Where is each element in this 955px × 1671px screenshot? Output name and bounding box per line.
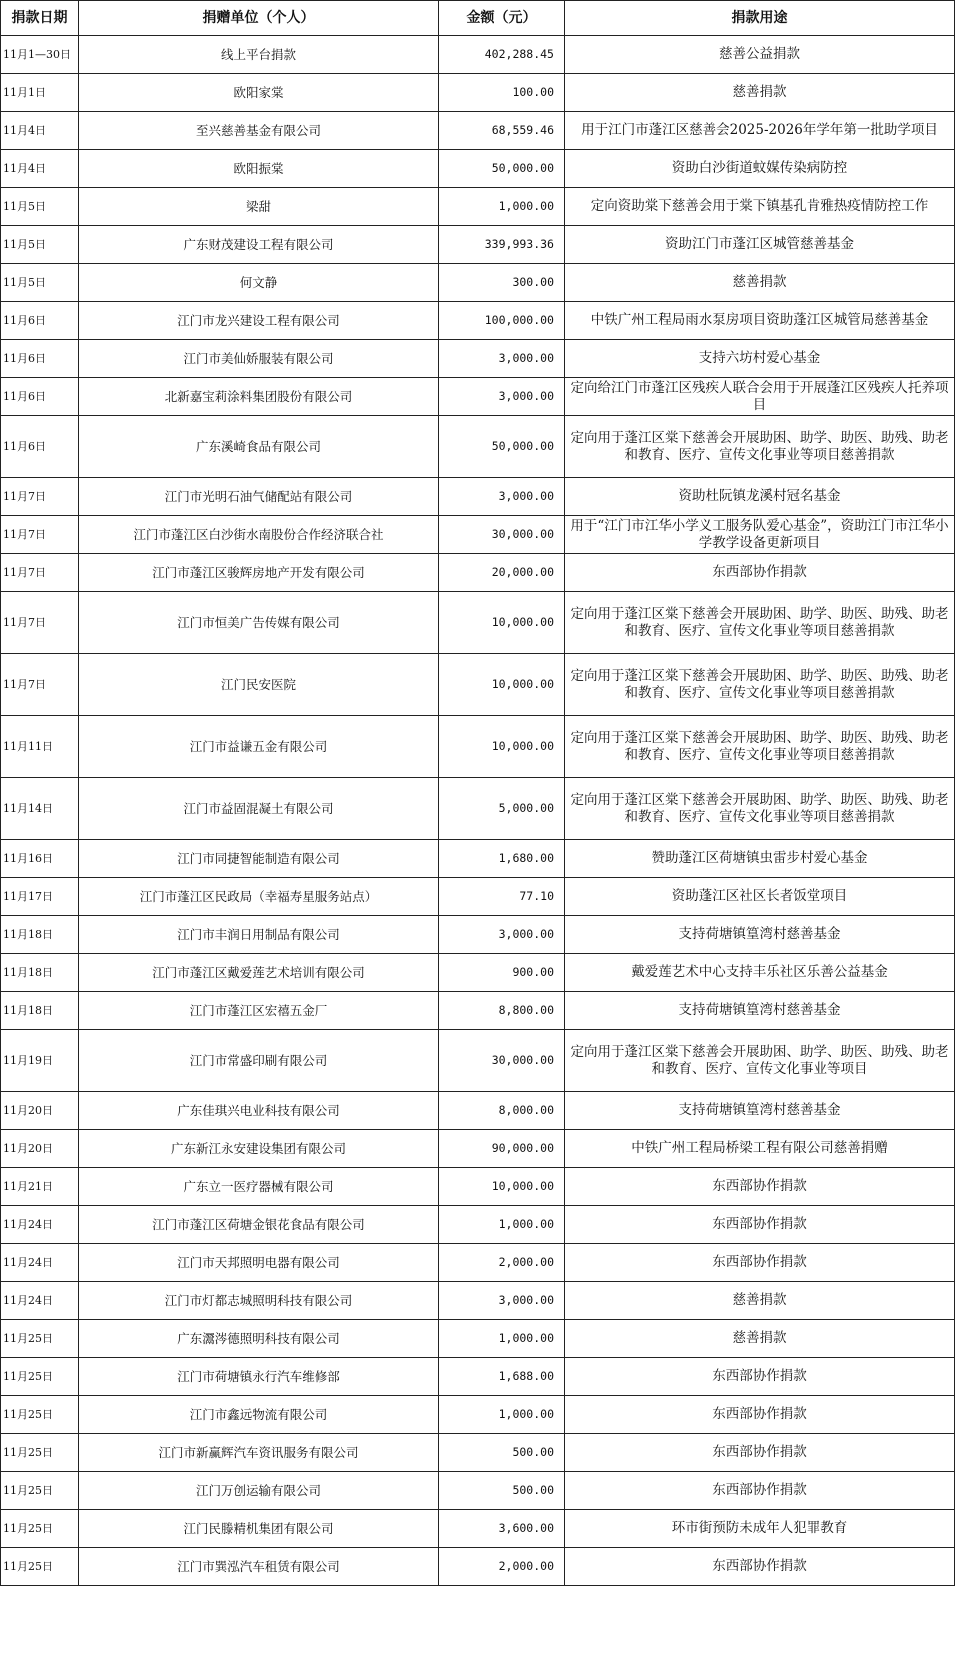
cell-date: 11月25日 [1, 1510, 79, 1548]
table-row [1, 916, 955, 954]
header-row [1, 1, 955, 36]
cell-donor: 梁甜 [79, 188, 439, 226]
table-row [1, 1030, 955, 1092]
cell-amount: 10,000.00 [439, 716, 565, 778]
cell-amount: 8,000.00 [439, 1092, 565, 1130]
cell-donor: 江门市恒美广告传媒有限公司 [79, 592, 439, 654]
cell-purpose: 定向用于蓬江区棠下慈善会开展助困、助学、助医、助残、助老和教育、医疗、宣传文化事业等项目慈善捐款 [565, 654, 955, 716]
cell-purpose: 支持荷塘镇篁湾村慈善基金 [565, 1092, 955, 1130]
cell-donor: 江门市鑫远物流有限公司 [79, 1396, 439, 1434]
table-body [1, 36, 955, 1586]
cell-amount: 3,600.00 [439, 1510, 565, 1548]
table-row [1, 1510, 955, 1548]
cell-date: 11月6日 [1, 416, 79, 478]
cell-donor: 江门市蓬江区白沙街水南股份合作经济联合社 [79, 516, 439, 554]
cell-donor: 江门市蓬江区骏辉房地产开发有限公司 [79, 554, 439, 592]
table-row [1, 1358, 955, 1396]
cell-amount: 100,000.00 [439, 302, 565, 340]
cell-amount: 30,000.00 [439, 516, 565, 554]
cell-amount: 1,000.00 [439, 1320, 565, 1358]
cell-purpose: 东西部协作捐款 [565, 1472, 955, 1510]
cell-purpose: 中铁广州工程局雨水泵房项目资助蓬江区城管局慈善基金 [565, 302, 955, 340]
cell-date: 11月25日 [1, 1320, 79, 1358]
cell-donor: 江门市光明石油气储配站有限公司 [79, 478, 439, 516]
cell-amount: 500.00 [439, 1472, 565, 1510]
cell-donor: 广东财茂建设工程有限公司 [79, 226, 439, 264]
cell-date: 11月6日 [1, 302, 79, 340]
cell-date: 11月4日 [1, 112, 79, 150]
cell-amount: 50,000.00 [439, 416, 565, 478]
table-row [1, 1472, 955, 1510]
cell-amount: 30,000.00 [439, 1030, 565, 1092]
table-row [1, 150, 955, 188]
table-row [1, 416, 955, 478]
cell-purpose: 东西部协作捐款 [565, 1434, 955, 1472]
cell-donor: 江门市灯都志城照明科技有限公司 [79, 1282, 439, 1320]
cell-purpose: 支持六坊村爱心基金 [565, 340, 955, 378]
cell-donor: 欧阳振棠 [79, 150, 439, 188]
cell-purpose: 慈善捐款 [565, 1282, 955, 1320]
cell-donor: 江门市蓬江区民政局（幸福寿星服务站点） [79, 878, 439, 916]
cell-date: 11月18日 [1, 954, 79, 992]
cell-purpose: 资助白沙街道蚊媒传染病防控 [565, 150, 955, 188]
table-row [1, 992, 955, 1030]
cell-donor: 江门市益固混凝土有限公司 [79, 778, 439, 840]
table-row [1, 1168, 955, 1206]
cell-purpose: 慈善捐款 [565, 264, 955, 302]
cell-date: 11月4日 [1, 150, 79, 188]
cell-amount: 8,800.00 [439, 992, 565, 1030]
cell-donor: 江门市天邦照明电器有限公司 [79, 1244, 439, 1282]
table-row [1, 592, 955, 654]
table-row [1, 878, 955, 916]
cell-amount: 402,288.45 [439, 36, 565, 74]
cell-purpose: 用于“江门市江华小学义工服务队爱心基金”，资助江门市江华小学教学设备更新项目 [565, 516, 955, 554]
cell-donor: 至兴慈善基金有限公司 [79, 112, 439, 150]
cell-amount: 3,000.00 [439, 478, 565, 516]
cell-date: 11月14日 [1, 778, 79, 840]
cell-amount: 900.00 [439, 954, 565, 992]
cell-purpose: 东西部协作捐款 [565, 1168, 955, 1206]
cell-date: 11月5日 [1, 264, 79, 302]
table-row [1, 1130, 955, 1168]
cell-donor: 江门市龙兴建设工程有限公司 [79, 302, 439, 340]
cell-purpose: 中铁广州工程局桥梁工程有限公司慈善捐赠 [565, 1130, 955, 1168]
cell-date: 11月24日 [1, 1282, 79, 1320]
cell-purpose: 资助蓬江区社区长者饭堂项目 [565, 878, 955, 916]
header-donor: 捐赠单位（个人） [79, 1, 439, 36]
cell-donor: 江门市蓬江区戴爱莲艺术培训有限公司 [79, 954, 439, 992]
table-row [1, 1092, 955, 1130]
cell-date: 11月20日 [1, 1092, 79, 1130]
cell-date: 11月25日 [1, 1396, 79, 1434]
cell-donor: 江门民安医院 [79, 654, 439, 716]
cell-purpose: 定向资助棠下慈善会用于棠下镇基孔肯雅热疫情防控工作 [565, 188, 955, 226]
cell-amount: 300.00 [439, 264, 565, 302]
cell-amount: 10,000.00 [439, 1168, 565, 1206]
cell-date: 11月7日 [1, 478, 79, 516]
cell-purpose: 东西部协作捐款 [565, 1358, 955, 1396]
cell-purpose: 慈善捐款 [565, 74, 955, 112]
cell-purpose: 定向用于蓬江区棠下慈善会开展助困、助学、助医、助残、助老和教育、医疗、宣传文化事业等项目慈善捐款 [565, 778, 955, 840]
cell-donor: 江门民滕精机集团有限公司 [79, 1510, 439, 1548]
table-row [1, 478, 955, 516]
cell-date: 11月16日 [1, 840, 79, 878]
cell-date: 11月18日 [1, 916, 79, 954]
cell-purpose: 东西部协作捐款 [565, 1548, 955, 1586]
cell-date: 11月21日 [1, 1168, 79, 1206]
cell-date: 11月25日 [1, 1358, 79, 1396]
cell-purpose: 环市街预防未成年人犯罪教育 [565, 1510, 955, 1548]
table-row [1, 264, 955, 302]
cell-donor: 江门市巽泓汽车租赁有限公司 [79, 1548, 439, 1586]
cell-donor: 何文静 [79, 264, 439, 302]
cell-donor: 线上平台捐款 [79, 36, 439, 74]
cell-date: 11月7日 [1, 554, 79, 592]
table-row [1, 554, 955, 592]
header-amount: 金额（元） [439, 1, 565, 36]
cell-amount: 20,000.00 [439, 554, 565, 592]
table-row [1, 516, 955, 554]
table-row [1, 188, 955, 226]
cell-purpose: 资助杜阮镇龙溪村冠名基金 [565, 478, 955, 516]
cell-donor: 北新嘉宝莉涂料集团股份有限公司 [79, 378, 439, 416]
cell-amount: 5,000.00 [439, 778, 565, 840]
cell-donor: 江门市荷塘镇永行汽车维修部 [79, 1358, 439, 1396]
cell-date: 11月24日 [1, 1206, 79, 1244]
table-row [1, 74, 955, 112]
table-row [1, 1282, 955, 1320]
cell-date: 11月7日 [1, 516, 79, 554]
cell-purpose: 支持荷塘镇篁湾村慈善基金 [565, 992, 955, 1030]
cell-donor: 广东灊涔德照明科技有限公司 [79, 1320, 439, 1358]
cell-amount: 2,000.00 [439, 1548, 565, 1586]
cell-purpose: 资助江门市蓬江区城管慈善基金 [565, 226, 955, 264]
cell-amount: 1,000.00 [439, 1206, 565, 1244]
cell-purpose: 慈善公益捐款 [565, 36, 955, 74]
cell-purpose: 东西部协作捐款 [565, 1244, 955, 1282]
cell-amount: 50,000.00 [439, 150, 565, 188]
cell-amount: 10,000.00 [439, 592, 565, 654]
cell-date: 11月7日 [1, 592, 79, 654]
cell-amount: 1,680.00 [439, 840, 565, 878]
cell-amount: 77.10 [439, 878, 565, 916]
table-row [1, 302, 955, 340]
cell-amount: 3,000.00 [439, 916, 565, 954]
table-row [1, 1244, 955, 1282]
cell-date: 11月19日 [1, 1030, 79, 1092]
cell-amount: 100.00 [439, 74, 565, 112]
cell-date: 11月20日 [1, 1130, 79, 1168]
cell-amount: 1,000.00 [439, 1396, 565, 1434]
table-row [1, 778, 955, 840]
cell-donor: 江门市益谦五金有限公司 [79, 716, 439, 778]
cell-amount: 3,000.00 [439, 378, 565, 416]
cell-amount: 1,688.00 [439, 1358, 565, 1396]
cell-amount: 1,000.00 [439, 188, 565, 226]
cell-date: 11月1日 [1, 74, 79, 112]
header-purpose: 捐款用途 [565, 1, 955, 36]
cell-purpose: 定向用于蓬江区棠下慈善会开展助困、助学、助医、助残、助老和教育、医疗、宣传文化事业等项目 [565, 1030, 955, 1092]
cell-donor: 江门市美仙娇服装有限公司 [79, 340, 439, 378]
cell-date: 11月18日 [1, 992, 79, 1030]
cell-amount: 68,559.46 [439, 112, 565, 150]
cell-amount: 339,993.36 [439, 226, 565, 264]
table-row [1, 840, 955, 878]
cell-amount: 90,000.00 [439, 1130, 565, 1168]
table-row [1, 378, 955, 416]
table-row [1, 1396, 955, 1434]
cell-date: 11月6日 [1, 378, 79, 416]
cell-purpose: 用于江门市蓬江区慈善会2025-2026年学年第一批助学项目 [565, 112, 955, 150]
table-row [1, 716, 955, 778]
cell-date: 11月5日 [1, 188, 79, 226]
cell-date: 11月6日 [1, 340, 79, 378]
table-row [1, 340, 955, 378]
table-row [1, 226, 955, 264]
cell-donor: 江门万创运输有限公司 [79, 1472, 439, 1510]
cell-date: 11月17日 [1, 878, 79, 916]
cell-amount: 3,000.00 [439, 340, 565, 378]
cell-donor: 江门市同捷智能制造有限公司 [79, 840, 439, 878]
cell-donor: 广东溪崎食品有限公司 [79, 416, 439, 478]
table-row [1, 654, 955, 716]
cell-purpose: 东西部协作捐款 [565, 1396, 955, 1434]
table-row [1, 1548, 955, 1586]
cell-date: 11月5日 [1, 226, 79, 264]
cell-donor: 江门市常盛印刷有限公司 [79, 1030, 439, 1092]
cell-amount: 2,000.00 [439, 1244, 565, 1282]
cell-donor: 欧阳家棠 [79, 74, 439, 112]
table-row [1, 112, 955, 150]
header-date: 捐款日期 [1, 1, 79, 36]
table-row [1, 1320, 955, 1358]
table-row [1, 954, 955, 992]
cell-date: 11月25日 [1, 1548, 79, 1586]
cell-purpose: 东西部协作捐款 [565, 1206, 955, 1244]
cell-purpose: 慈善捐款 [565, 1320, 955, 1358]
table-row [1, 1206, 955, 1244]
cell-date: 11月11日 [1, 716, 79, 778]
cell-purpose: 定向给江门市蓬江区残疾人联合会用于开展蓬江区残疾人托养项目 [565, 378, 955, 416]
cell-donor: 广东立一医疗器械有限公司 [79, 1168, 439, 1206]
cell-donor: 江门市蓬江区荷塘金银花食品有限公司 [79, 1206, 439, 1244]
cell-purpose: 赞助蓬江区荷塘镇虫雷步村爱心基金 [565, 840, 955, 878]
table-row [1, 1434, 955, 1472]
cell-purpose: 戴爱莲艺术中心支持丰乐社区乐善公益基金 [565, 954, 955, 992]
cell-date: 11月25日 [1, 1434, 79, 1472]
cell-donor: 江门市丰润日用制品有限公司 [79, 916, 439, 954]
cell-amount: 10,000.00 [439, 654, 565, 716]
cell-date: 11月7日 [1, 654, 79, 716]
cell-donor: 广东新江永安建设集团有限公司 [79, 1130, 439, 1168]
cell-date: 11月24日 [1, 1244, 79, 1282]
cell-purpose: 定向用于蓬江区棠下慈善会开展助困、助学、助医、助残、助老和教育、医疗、宣传文化事业等项目慈善捐款 [565, 716, 955, 778]
cell-date: 11月25日 [1, 1472, 79, 1510]
cell-purpose: 定向用于蓬江区棠下慈善会开展助困、助学、助医、助残、助老和教育、医疗、宣传文化事业等项目慈善捐款 [565, 416, 955, 478]
cell-purpose: 支持荷塘镇篁湾村慈善基金 [565, 916, 955, 954]
cell-purpose: 东西部协作捐款 [565, 554, 955, 592]
cell-donor: 广东佳琪兴电业科技有限公司 [79, 1092, 439, 1130]
cell-donor: 江门市新赢辉汽车资讯服务有限公司 [79, 1434, 439, 1472]
cell-donor: 江门市蓬江区宏禧五金厂 [79, 992, 439, 1030]
cell-amount: 3,000.00 [439, 1282, 565, 1320]
cell-purpose: 定向用于蓬江区棠下慈善会开展助困、助学、助医、助残、助老和教育、医疗、宣传文化事业等项目慈善捐款 [565, 592, 955, 654]
table-row [1, 36, 955, 74]
cell-amount: 500.00 [439, 1434, 565, 1472]
cell-date: 11月1—30日 [1, 36, 79, 74]
